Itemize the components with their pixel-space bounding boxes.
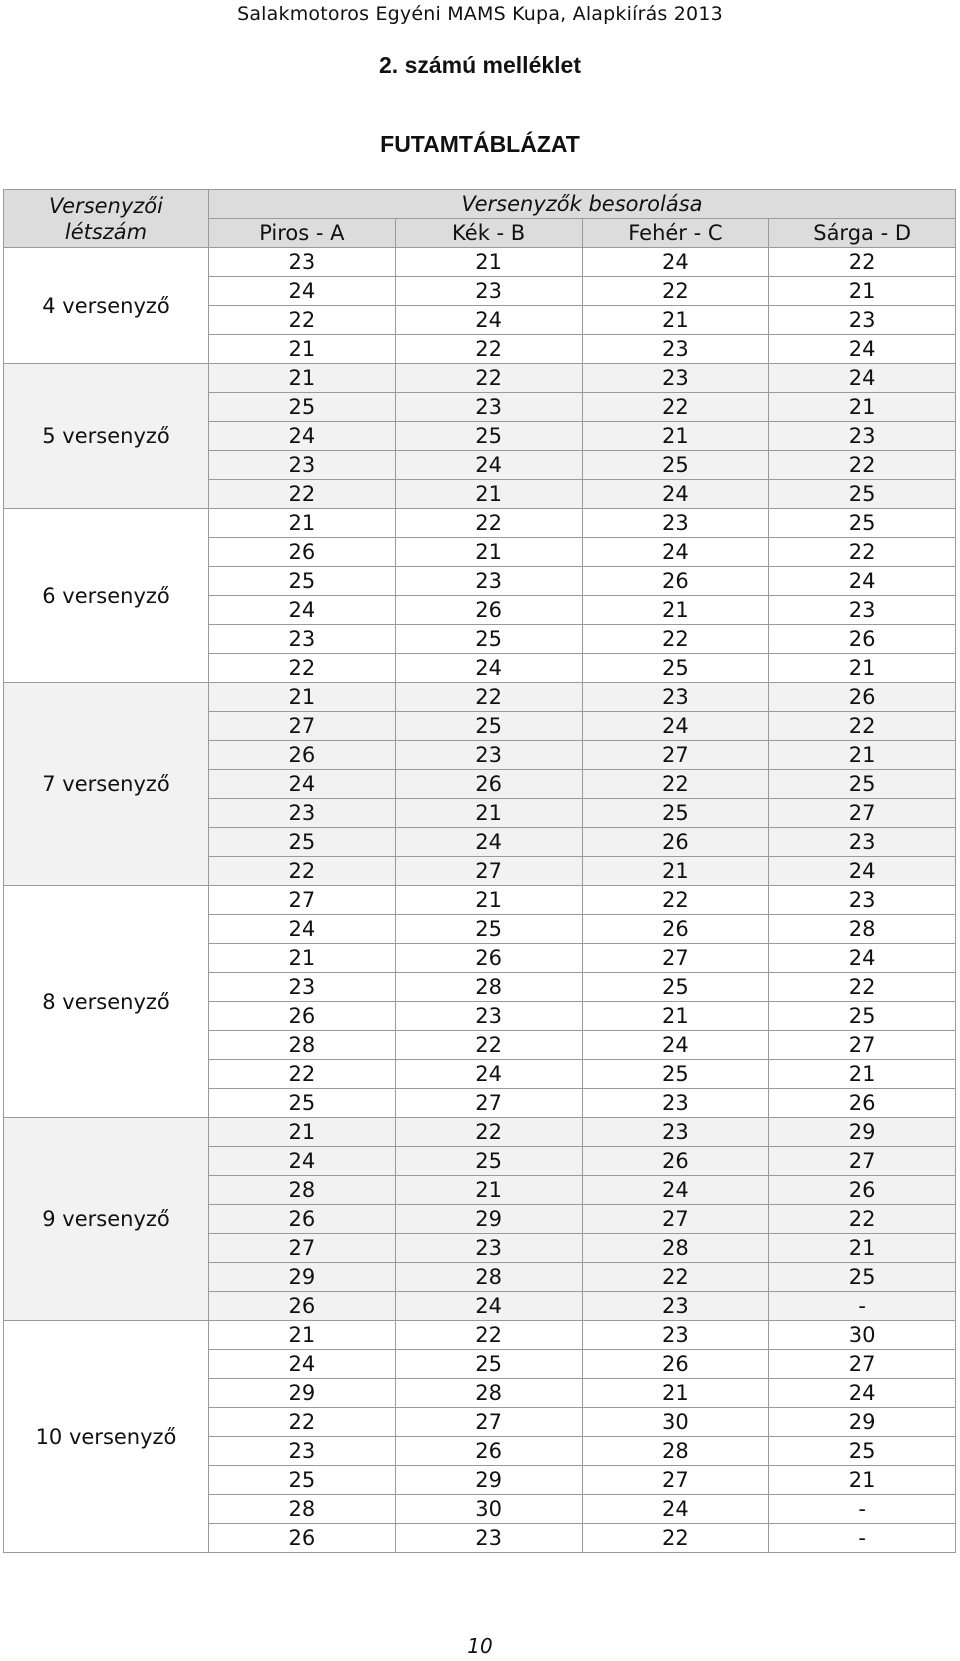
- table-cell: 26: [209, 538, 396, 567]
- table-cell: 27: [582, 1466, 769, 1495]
- row-header-cell: Versenyzői létszám: [4, 190, 209, 248]
- table-cell: 23: [582, 683, 769, 712]
- column-header-piros: Piros - A: [209, 219, 396, 248]
- column-header-kek: Kék - B: [395, 219, 582, 248]
- table-cell: 22: [395, 1031, 582, 1060]
- table-cell: 26: [395, 596, 582, 625]
- table-cell: 25: [582, 654, 769, 683]
- table-cell: 23: [395, 1002, 582, 1031]
- table-cell: 21: [395, 538, 582, 567]
- table-cell: 22: [582, 1524, 769, 1553]
- table-cell: 21: [769, 277, 956, 306]
- table-cell: 23: [209, 799, 396, 828]
- table-cell: 26: [209, 1292, 396, 1321]
- group-header-cell: Versenyzők besorolása: [209, 190, 956, 219]
- table-cell: 23: [582, 1321, 769, 1350]
- table-cell: 27: [769, 1147, 956, 1176]
- table-cell: 23: [395, 277, 582, 306]
- table-row: [4, 1118, 956, 1147]
- table-cell: -: [769, 1495, 956, 1524]
- table-cell: 24: [395, 306, 582, 335]
- group-label-cell: 8 versenyző: [4, 886, 209, 1118]
- table-cell: 21: [209, 944, 396, 973]
- table-cell: 24: [582, 712, 769, 741]
- table-cell: 26: [769, 625, 956, 654]
- table-row: [4, 509, 956, 538]
- table-cell: 27: [395, 857, 582, 886]
- table-cell: 25: [769, 480, 956, 509]
- table-cell: 21: [209, 364, 396, 393]
- table-cell: 25: [582, 1060, 769, 1089]
- table-cell: 25: [395, 1350, 582, 1379]
- table-cell: 28: [209, 1031, 396, 1060]
- table-cell: 27: [395, 1089, 582, 1118]
- table-cell: 22: [209, 654, 396, 683]
- table-cell: 23: [769, 828, 956, 857]
- table-cell: 27: [582, 741, 769, 770]
- group-label-cell: 7 versenyző: [4, 683, 209, 886]
- table-cell: 26: [395, 944, 582, 973]
- table-cell: 23: [395, 1524, 582, 1553]
- table-cell: 21: [395, 1176, 582, 1205]
- table-cell: 25: [209, 393, 396, 422]
- table-cell: 23: [582, 1089, 769, 1118]
- table-cell: 25: [582, 451, 769, 480]
- table-cell: 22: [582, 770, 769, 799]
- table-cell: 22: [209, 306, 396, 335]
- table-cell: 25: [582, 973, 769, 1002]
- table-row: [4, 364, 956, 393]
- table-cell: 24: [209, 277, 396, 306]
- table-cell: 27: [209, 886, 396, 915]
- table-cell: 24: [209, 596, 396, 625]
- table-cell: 24: [769, 857, 956, 886]
- table-cell: 23: [582, 509, 769, 538]
- table-cell: 23: [209, 451, 396, 480]
- table-cell: 23: [769, 422, 956, 451]
- group-label-cell: 4 versenyző: [4, 248, 209, 364]
- table-cell: 23: [582, 364, 769, 393]
- table-cell: 23: [395, 393, 582, 422]
- table-cell: 21: [209, 1321, 396, 1350]
- table-cell: 21: [395, 799, 582, 828]
- table-cell: 27: [582, 1205, 769, 1234]
- table-cell: 24: [582, 1495, 769, 1524]
- group-label-cell: 10 versenyző: [4, 1321, 209, 1553]
- table-cell: 21: [582, 857, 769, 886]
- table-cell: 28: [395, 1379, 582, 1408]
- table-cell: 26: [582, 1350, 769, 1379]
- table-cell: -: [769, 1292, 956, 1321]
- table-cell: 21: [209, 509, 396, 538]
- table-cell: 26: [395, 770, 582, 799]
- table-cell: 24: [395, 654, 582, 683]
- table-cell: 23: [209, 248, 396, 277]
- table-cell: 23: [582, 1292, 769, 1321]
- table-cell: 24: [769, 1379, 956, 1408]
- table-cell: 22: [769, 1205, 956, 1234]
- table-cell: 22: [395, 364, 582, 393]
- table-cell: 22: [395, 335, 582, 364]
- table-cell: 27: [769, 799, 956, 828]
- table-cell: 21: [209, 1118, 396, 1147]
- table-cell: 26: [769, 683, 956, 712]
- table-cell: 22: [209, 1060, 396, 1089]
- table-row: [4, 1321, 956, 1350]
- table-cell: 29: [209, 1263, 396, 1292]
- table-cell: 23: [769, 596, 956, 625]
- table-cell: 26: [209, 741, 396, 770]
- table-cell: 23: [582, 1118, 769, 1147]
- table-title: FUTAMTÁBLÁZAT: [380, 131, 580, 157]
- table-cell: 25: [395, 1147, 582, 1176]
- table-cell: 22: [395, 1321, 582, 1350]
- table-cell: -: [769, 1524, 956, 1553]
- table-cell: 21: [395, 886, 582, 915]
- table-cell: 25: [769, 1002, 956, 1031]
- table-cell: 26: [582, 915, 769, 944]
- table-cell: 25: [395, 712, 582, 741]
- table-body: [4, 248, 956, 1553]
- table-cell: 23: [209, 973, 396, 1002]
- table-cell: 22: [582, 393, 769, 422]
- table-cell: 21: [769, 393, 956, 422]
- table-cell: 22: [769, 451, 956, 480]
- table-cell: 27: [209, 712, 396, 741]
- table-cell: 24: [209, 915, 396, 944]
- table-cell: 22: [395, 1118, 582, 1147]
- table-cell: 27: [582, 944, 769, 973]
- table-cell: 28: [209, 1176, 396, 1205]
- table-cell: 26: [582, 567, 769, 596]
- table-cell: 22: [769, 248, 956, 277]
- table-cell: 30: [395, 1495, 582, 1524]
- table-cell: 27: [395, 1408, 582, 1437]
- table-cell: 21: [769, 1234, 956, 1263]
- table-cell: 24: [769, 335, 956, 364]
- table-cell: 22: [769, 712, 956, 741]
- table-cell: 21: [582, 1002, 769, 1031]
- table-cell: 22: [395, 683, 582, 712]
- table-row: [4, 683, 956, 712]
- table-cell: 22: [582, 625, 769, 654]
- table-cell: 24: [395, 451, 582, 480]
- group-label-cell: 5 versenyző: [4, 364, 209, 509]
- table-cell: 25: [395, 625, 582, 654]
- table-cell: 26: [395, 1437, 582, 1466]
- table-cell: 24: [769, 944, 956, 973]
- table-cell: 23: [769, 306, 956, 335]
- table-cell: 24: [582, 1031, 769, 1060]
- table-cell: 22: [582, 1263, 769, 1292]
- table-cell: 26: [582, 828, 769, 857]
- table-cell: 21: [582, 306, 769, 335]
- table-cell: 24: [582, 248, 769, 277]
- table-cell: 21: [769, 741, 956, 770]
- table-cell: 23: [395, 567, 582, 596]
- table-cell: 26: [209, 1205, 396, 1234]
- table-cell: 26: [209, 1524, 396, 1553]
- group-label-cell: 9 versenyző: [4, 1118, 209, 1321]
- race-schedule-table: [3, 189, 956, 1553]
- table-cell: 25: [769, 1437, 956, 1466]
- table-cell: 26: [769, 1176, 956, 1205]
- table-cell: 29: [769, 1118, 956, 1147]
- table-cell: 22: [209, 1408, 396, 1437]
- table-cell: 25: [582, 799, 769, 828]
- table-cell: 24: [209, 422, 396, 451]
- table-cell: 22: [582, 886, 769, 915]
- running-header: Salakmotoros Egyéni MAMS Kupa, Alapkiírás 2013: [237, 3, 723, 25]
- table-cell: 21: [769, 1466, 956, 1495]
- table-cell: 25: [395, 422, 582, 451]
- table-row: [4, 248, 956, 277]
- table-cell: 22: [769, 973, 956, 1002]
- table-cell: 21: [582, 596, 769, 625]
- table-cell: 23: [582, 335, 769, 364]
- table-cell: 22: [209, 857, 396, 886]
- column-header-sarga: Sárga - D: [769, 219, 956, 248]
- table-cell: 24: [582, 480, 769, 509]
- table-cell: 23: [395, 741, 582, 770]
- table-cell: 21: [395, 248, 582, 277]
- table-cell: 27: [209, 1234, 396, 1263]
- table-cell: 23: [395, 1234, 582, 1263]
- table-cell: 24: [769, 364, 956, 393]
- table-cell: 21: [769, 1060, 956, 1089]
- table-cell: 21: [209, 683, 396, 712]
- table-cell: 21: [769, 654, 956, 683]
- table-cell: 24: [395, 828, 582, 857]
- table-cell: 27: [769, 1350, 956, 1379]
- table-cell: 24: [769, 567, 956, 596]
- table-cell: 22: [209, 480, 396, 509]
- table-cell: 29: [769, 1408, 956, 1437]
- table-cell: 25: [209, 1466, 396, 1495]
- table-cell: 26: [769, 1089, 956, 1118]
- table-cell: 25: [769, 1263, 956, 1292]
- table-cell: 21: [582, 422, 769, 451]
- table-cell: 24: [209, 1147, 396, 1176]
- table-cell: 28: [209, 1495, 396, 1524]
- table-cell: 28: [395, 973, 582, 1002]
- table-cell: 22: [769, 538, 956, 567]
- table-cell: 25: [395, 915, 582, 944]
- table-cell: 22: [582, 277, 769, 306]
- table-cell: 21: [209, 335, 396, 364]
- table-cell: 27: [769, 1031, 956, 1060]
- table-cell: 21: [582, 1379, 769, 1408]
- table-cell: 24: [582, 538, 769, 567]
- table-cell: 23: [209, 625, 396, 654]
- table-cell: 29: [395, 1466, 582, 1495]
- table-cell: 28: [395, 1263, 582, 1292]
- table-cell: 28: [769, 915, 956, 944]
- table-cell: 25: [209, 567, 396, 596]
- table-cell: 24: [209, 770, 396, 799]
- table-cell: 29: [395, 1205, 582, 1234]
- table-cell: 21: [395, 480, 582, 509]
- table-cell: 24: [582, 1176, 769, 1205]
- page-number: 10: [467, 1634, 493, 1658]
- table-row: [4, 886, 956, 915]
- table-cell: 24: [395, 1292, 582, 1321]
- column-header-feher: Fehér - C: [582, 219, 769, 248]
- table-cell: 25: [769, 509, 956, 538]
- table-cell: 26: [209, 1002, 396, 1031]
- table-cell: 24: [395, 1060, 582, 1089]
- table-cell: 29: [209, 1379, 396, 1408]
- table-cell: 24: [209, 1350, 396, 1379]
- table-cell: 30: [769, 1321, 956, 1350]
- table-cell: 23: [209, 1437, 396, 1466]
- table-cell: 23: [769, 886, 956, 915]
- table-cell: 22: [395, 509, 582, 538]
- group-label-cell: 6 versenyző: [4, 509, 209, 683]
- table-cell: 28: [582, 1437, 769, 1466]
- table-cell: 26: [582, 1147, 769, 1176]
- annex-label: 2. számú melléklet: [379, 52, 581, 78]
- table-cell: 25: [209, 828, 396, 857]
- table-cell: 28: [582, 1234, 769, 1263]
- table-cell: 25: [209, 1089, 396, 1118]
- table-cell: 30: [582, 1408, 769, 1437]
- table-cell: 25: [769, 770, 956, 799]
